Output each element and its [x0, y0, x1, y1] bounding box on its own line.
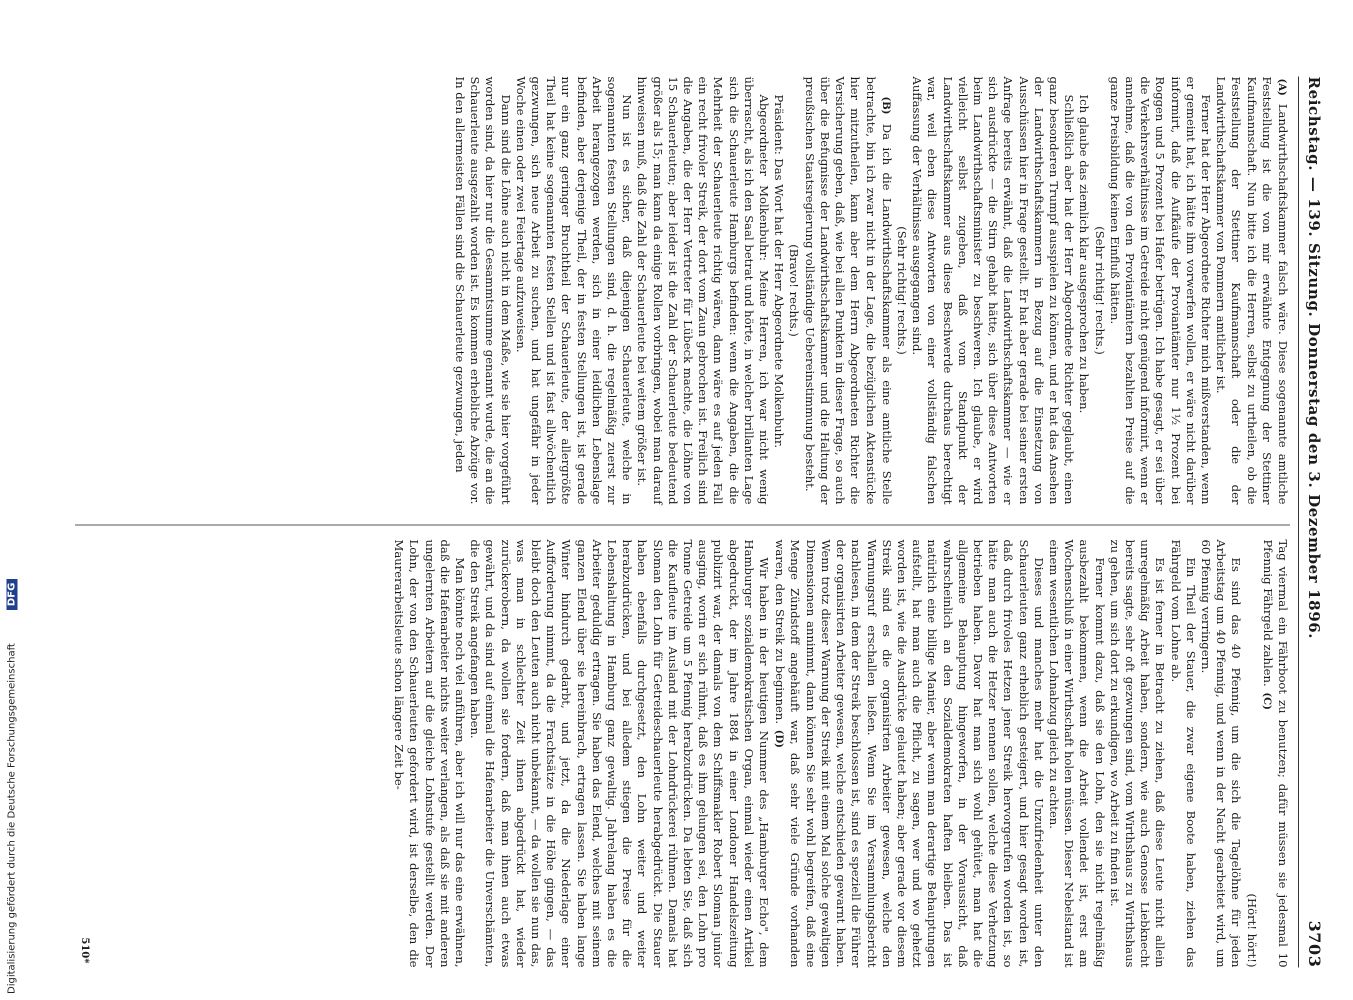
margin-marker-b: (B): [879, 96, 891, 115]
paragraph: Ferner kommt dazu, daß sie den Lohn, den sie nicht regelmäßig ausbezahlt bekommen, wenn die Arbeit vollendet ist, erst am Wochenschluß in einer Wirthschaft holen müssen. Dieser Nebelstand ist einem wesentlichen Lohnabzug gleich zu achten.: [1046, 539, 1107, 968]
paragraph: Es ist ferner in Betracht zu ziehen, daß diese Leute nicht allein unregelmäßig Arbeit haben, sondern, wie auch Genosse Liebknecht bereits sagte, sehr oft gezwungen sind, vom Wirthshaus zu Wirthshaus zu gehen, um sich dort zu erkundigen, wo Arbeit zu finden ist.: [1107, 539, 1168, 968]
paragraph: Tag viermal ein Fährboot zu benutzen; dafür müssen sie jedesmal 10 Pfennig Fährgeld zahlen. (C): [1260, 539, 1290, 968]
paragraph: (A) Landwirthschaftskammer falsch wäre. Diese sogenannte amtliche Feststellung ist die von mir erwähnte Entgegnung der Stettiner Kaufmannschaft. Nun bitte ich die Herren, selbst zu urtheilen, ob die Feststellung der Stettiner Kaufmannschaft oder die der Landwirthschaftskammer von Pommern amtlicher ist.: [1214, 76, 1290, 505]
margin-marker-c: (C): [1260, 692, 1272, 710]
margin-marker-d: (D): [773, 729, 785, 748]
interjection: (Hört! hört!): [1244, 893, 1259, 968]
paragraph: Wir haben in der heutigen Nummer des „Hamburger Echo", dem Hamburger sozialdemokratischen Organ, einmal wieder einen Artikel abgedruckt, der im Jahre 1884 in einer Londoner Handelszeitung publizirt war, der damals von dem Schiffsmakler Robert Sloman junior ausging, worin er sich rühmt, daß es ihm gelungen sei, den Lohn pro Tonne Getreide um 5 Pfennig herabzudrücken. Da lebten Sie, daß sich die Kaufleute im Ausland mit der Lohndrückerei rühmen. Damals hat Sloman den Lohn für Getreideschauerleute herabgedrückt. Die Stauer haben ebenfalls durchgesetzt, den Lohn weiter und weiter herabzudrücken, und bei alledem stiegen die Preise für die Lebenshaltung in Hamburg ganz gewaltig. Jahrelang haben es die Arbeiter geduldig ertragen. Sie haben das Elend, welches mit seinem ganzen Elend über sie hereinbrach, ertragen lassen. Sie haben lange Winter hindurch gedarbt, und jetzt, da die Niederlage einer Aufforderung nimmt, da die Frachtsätze in die Höhe gingen, — das bleibt doch den Leuten auch nicht unbekannt, — da wollen sie nun das, was man in schlechter Zeit ihnen abgedrückt hat, wieder zurückerobern, da wollen sie fordern, daß man ihnen auch etwas gewährt, und da sind auf einmal die Hafenarbeiter die Unverschämten, die den Streik angefangen haben.: [468, 539, 772, 968]
dfg-logo: DFG: [7, 579, 18, 610]
folio-mark: 510*: [79, 937, 91, 964]
paragraph: Ich glaube das ziemlich klar ausgesprochen zu haben.: [1077, 94, 1092, 414]
paragraph: (B) Da ich die Landwirthschaftskammer als eine amtliche Stelle betrachte, bin ich zwar nicht in der Lage, die bezüglichen Aktenstücke hier mitzutheilen, kann aber dem Herrn Abgeordneten Richter die Versicherung geben, daß, wie bei allen Punkten in dieser Frage, so auch über die Befugnisse der Landwirthschaftskammer und die Haltung der preußischen Staatsregierung vollständige Uebereinstimmung besteht.: [802, 76, 894, 505]
interjection: (Bravo! rechts.): [787, 244, 802, 337]
speaker-paragraph: Abgeordneter Molkenbuhr: Meine Herren, ich war nicht wenig überrascht, als ich den Saal betrat und hörte, in welcher brillanten Lage sich die Schauerleute Hamburgs befinden: wenn die Angaben, die die Mehrheit der Schauerleute richtig wären, dann wäre es auf jeden Fall ein recht frivoler Streik, der dort vom Zaun gebrochen ist. Freilich sind die Angaben, die der Herr Vertreter für Lübeck machte, die Löhne von 15 Schauerleuten; aber leider ist die Zahl der Schauerleute bedeutend größer als 15; man kann da einige Rollen vorbringen, wobei man darauf hinweisen muß, daß die Zahl der Schauerleute bei weitem größer ist.: [635, 76, 772, 505]
paragraph: Es sind das 40 Pfennig, um die sich die Tagelöhne für jeden Arbeitstag um 40 Pfennig, und wenn in der Nacht gearbeitet wird, um 60 Pfennig verringern.: [1198, 539, 1244, 968]
paragraph: Ein Theil der Stauer, die zwar eigene Boote haben, ziehen das Fährgeld vom Lohne ab.: [1168, 539, 1198, 968]
right-column: [75, 525, 1290, 968]
side-strip-content: [2, 0, 21, 1000]
side-strip: [0, 0, 22, 1000]
paragraph: Schließlich aber hat der Herr Abgeordnete Richter geglaubt, einen ganz besonderen Trumpf ausspielen zu können, und er hat das Ansehen der Landwirthschaftskammern in Bezug auf die Einsetzung von Ausschüssen hier in Frage gestellt. Er hat aber gerade bei seiner ersten Anfrage bereits erwähnt, daß die Landwirthschaftskammer — wie er sich ausdrückte — die Stirn gehabt hätte, sich über diese Antworten beim Landwirthschaftsminister zu beschweren. Ich glaube, er wird vielleicht selbst zugeben, daß vom Standpunkt der Landwirthschaftskammer aus diese Beschwerde durchaus berechtigt war, weil eben diese Antworten von einer vollständig falschen Auffassung der Verhältnisse ausgegangen sind.: [910, 76, 1077, 505]
margin-marker-a: (A): [1276, 78, 1287, 96]
running-head: [1298, 77, 1324, 968]
interjection: (Sehr richtig! rechts.): [894, 226, 909, 355]
page-number: 3703: [1305, 920, 1324, 968]
paragraph: Nun ist es sicher, daß diejenigen Schauerleute, welche in sogenannten festen Stellungen sind, d. h. die regelmäßig zuerst zur Arbeit herangezogen werden, sich in einer leidlichen Lebenslage befinden, aber derjenige Theil, der in festen Stellungen ist, ist gerade nur ein ganz geringer Bruchtheil der Schauerleute, der allergrößte Theil hat keine sogenannten festen Stellen und ist fast allwöchentlich gezwungen, sich neue Arbeit zu suchen, und hat ungefähr in jeder Woche einen oder zwei Feiertage aufzuweisen.: [513, 76, 635, 505]
paragraph: Dieses und manches mehr hat die Unzufriedenheit unter den Schauerleuten ganz erheblich gesteigert, und hier gesagt worden ist, daß durch frivoles Hetzen jener Streik hervorgerufen worden ist, so hätte man auch die Hetzer nennen sollen, welche diese Verhetzung betrieben haben. Davor hat man sich wohl gehütet, man hat die allgemeine Behauptung hingeworfen, in der Voraussicht, daß wahrscheinlich an den Sozialdemokraten haften bleiben. Das ist natürlich eine billige Manier, aber wenn man derartige Behauptungen aufstellt, hat man auch die Pflicht, zu sagen, wer und wo gehetzt worden ist, wie die Ausdrücke gelautet haben; aber gerade vor diesem Streik sind es die organisirten Arbeiter gewesen, welche den Warnungsruf erschallen ließen. Wenn Sie im Versammlungsbericht nachlesen, in dem der Streik beschlossen ist, sind es speziell die Führer der organisirten Arbeiter gewesen, welche entschieden gewarnt haben. Wenn trotz dieser Warnung der Streik mit einem Mal solche gewaltigen Dimensionen annimmt, dann können Sie sehr wohl begreifen, daß eine Menge Zündstoff angehäuft war, daß sehr viele Gründe vorhanden waren, den Streik zu beginnen. (D): [773, 539, 1046, 968]
speaker-paragraph: Präsident: Das Wort hat der Herr Abgeordnete Molkenbuhr.: [772, 94, 787, 449]
interjection: (Sehr richtig! rechts.): [1092, 226, 1107, 355]
page-wrap: [48, 55, 1338, 990]
paragraph: Man könnte noch viel anführen, aber ich will nur das eine erwähnen, daß die Hafenarbeiter nichts weiter verlangen, als daß sie mit anderen ungelernten Arbeitern auf die gleiche Lohnstufe gestellt werden. Der Lohn, der von den Schauerleuten gefordert wird, ist derselbe, den die Maurerarbeitsleute schon längere Zeit be-: [392, 539, 468, 968]
scanned-page: [48, 55, 1338, 990]
header-title: Reichstag. — 139. Sitzung. Donnerstag den 3. Dezember 1896.: [1305, 76, 1323, 640]
text-columns: [75, 77, 1290, 968]
funding-note: Digitalisierung gefördert durch die Deutsche Forschungsgemeinschaft: [6, 643, 18, 994]
paragraph: Ferner hat der Herr Abgeordnete Richter mich mißverstanden, wenn er gemeint hat, ich hätte ihm vorwerfen wollen, er wäre nicht darüber informirt, daß die Aufkäufe der Proviantämter nur 1½ Prozent bei Roggen und 5 Prozent bei Hafer betrügen. Ich habe gesagt, er sei über die Verkehrsverhältnisse im Getreide nicht genügend informirt, wenn er annehme, daß die von den Proviantämtern bezahlten Preise auf die ganze Preisbildung keinen Einfluß hätten.: [1107, 76, 1213, 505]
left-column: [75, 77, 1290, 505]
paragraph: Dann sind die Löhne auch nicht in dem Maße, wie sie hier vorgeführt worden sind, da hier nur die Gesammtsumme genannt wurde, die an die Schauerleute ausgezahlt worden ist. Es kommen erhebliche Abzüge vor. In den allermeisten Fällen sind die Schauerleute gezwungen, jeden: [453, 76, 513, 505]
